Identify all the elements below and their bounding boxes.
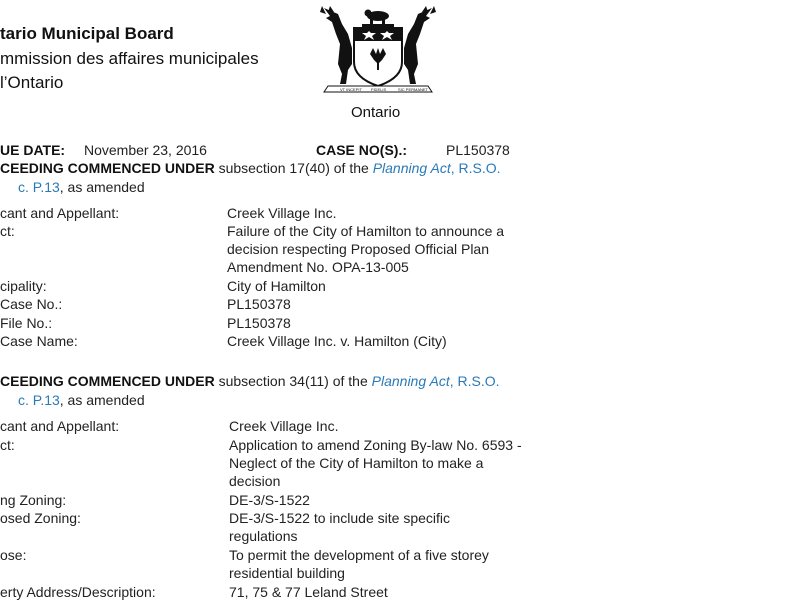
row-value: DE-3/S-1522 <box>229 492 310 508</box>
row-value: Application to amend Zoning By-law No. 6593 - <box>229 437 522 453</box>
row-label: cipality: <box>0 278 47 294</box>
crest-motto-left: VT INCEPIT <box>340 87 362 92</box>
row-value: decision respecting Proposed Official Plan <box>227 241 490 257</box>
case-no-value: PL150378 <box>446 142 510 158</box>
ontario-crest-logo <box>318 4 438 100</box>
section1-amended-text: , as amended <box>59 179 145 195</box>
issue-date-label: UE DATE: <box>0 142 66 158</box>
section2-rso-link[interactable]: , R.S.O. <box>449 373 500 389</box>
row-value: Neglect of the City of Hamilton to make a <box>229 455 484 471</box>
row-value: regulations <box>229 528 298 544</box>
crest-motto-right: SIC PERMANET <box>398 87 429 92</box>
section2-act-link[interactable]: Planning Act <box>371 373 450 389</box>
board-name-fr-line2: l’Ontario <box>0 73 64 92</box>
row-value: 71, 75 & 77 Leland Street <box>229 584 388 600</box>
section1-heading-bold: CEEDING COMMENCED UNDER <box>0 160 215 176</box>
row-value: DE-3/S-1522 to include site specific <box>229 510 450 526</box>
row-label: ct: <box>0 223 15 239</box>
case-no-label: CASE NO(S).: <box>316 142 407 158</box>
row-value: PL150378 <box>227 296 291 312</box>
row-label: osed Zoning: <box>0 510 81 526</box>
row-label: cant and Appellant: <box>0 205 120 221</box>
section2-heading-text: subsection 34(11) of the <box>214 373 372 389</box>
section1-act-link[interactable]: Planning Act <box>372 160 451 176</box>
section1-rso-link[interactable]: , R.S.O. <box>450 160 501 176</box>
section2-chapter-link[interactable]: c. P.13 <box>18 392 60 408</box>
row-value: decision <box>229 473 281 489</box>
section1-heading-text: subsection 17(40) of the <box>214 160 373 176</box>
row-label: cant and Appellant: <box>0 418 120 434</box>
row-label: ct: <box>0 437 15 453</box>
section1-heading <box>0 160 501 176</box>
crest-motto-center: FIDELIS <box>371 87 387 92</box>
row-value: residential building <box>229 565 345 581</box>
row-value: Amendment No. OPA-13-005 <box>227 259 409 275</box>
section2-heading-bold: CEEDING COMMENCED UNDER <box>0 373 215 389</box>
row-label: ose: <box>0 547 27 563</box>
row-label: File No.: <box>0 315 53 331</box>
section1-chapter-link[interactable]: c. P.13 <box>18 179 60 195</box>
row-value: Creek Village Inc. <box>229 418 339 434</box>
issue-date-value: November 23, 2016 <box>84 142 207 158</box>
row-value: City of Hamilton <box>227 278 326 294</box>
section2-heading-line2 <box>0 392 145 408</box>
row-label: Case Name: <box>0 333 78 349</box>
board-name-fr-line1: mmission des affaires municipales <box>0 49 259 68</box>
row-label: Case No.: <box>0 296 63 312</box>
row-value: Creek Village Inc. v. Hamilton (City) <box>227 333 447 349</box>
row-label: ng Zoning: <box>0 492 67 508</box>
crest-wordmark: Ontario <box>351 104 401 121</box>
row-value: To permit the development of a five storey <box>229 547 489 563</box>
section2-heading <box>0 373 500 389</box>
row-value: Failure of the City of Hamilton to announce a <box>227 223 505 239</box>
row-value: PL150378 <box>227 315 291 331</box>
row-label: erty Address/Description: <box>0 584 156 600</box>
board-name: tario Municipal Board <box>0 24 174 43</box>
row-value: Creek Village Inc. <box>227 205 337 221</box>
section2-amended-text: , as amended <box>59 392 145 408</box>
section1-heading-line2 <box>0 179 145 195</box>
